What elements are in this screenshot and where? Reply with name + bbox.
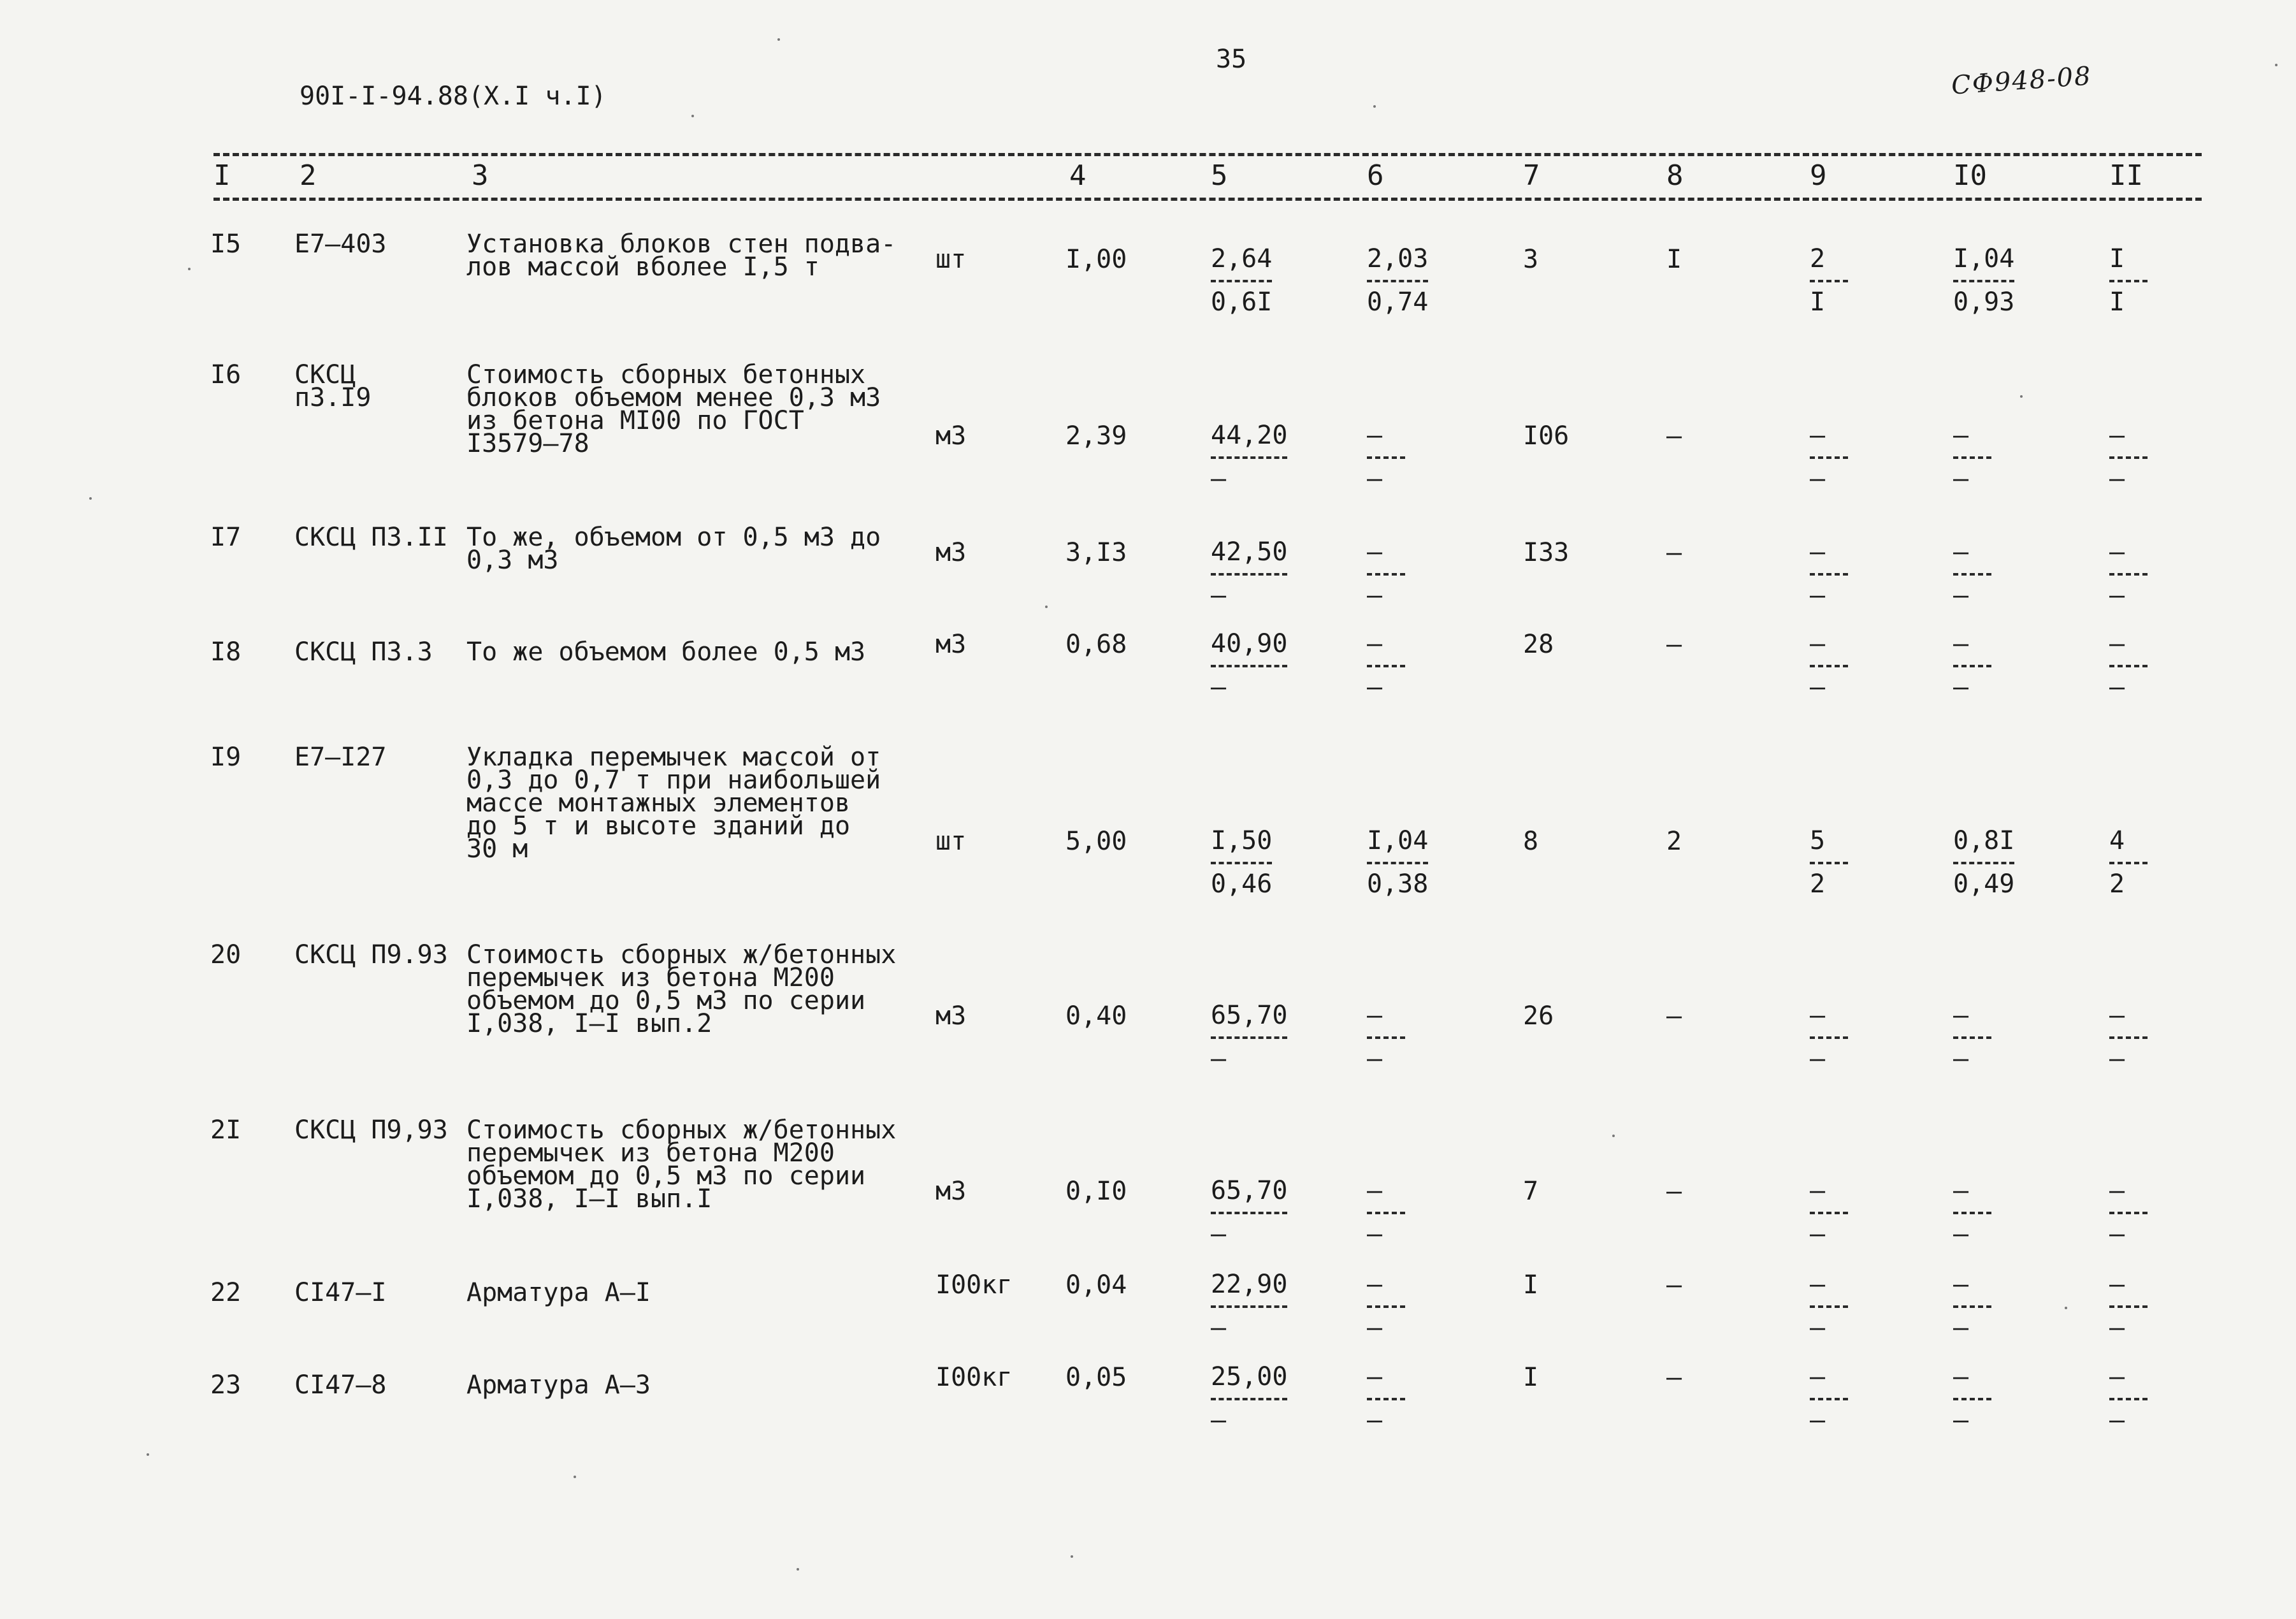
row-description-line: 30 м: [466, 834, 528, 864]
row-col7: 3: [1523, 245, 1539, 274]
column-header-11: II: [2109, 159, 2143, 192]
fraction-denominator: –: [2109, 1044, 2125, 1073]
row-col7: 7: [1523, 1177, 1539, 1206]
fraction-numerator: –: [2109, 1176, 2125, 1205]
fraction-numerator: –: [2109, 1270, 2125, 1299]
row-description-line: Стоимость сборных ж/бетонных: [466, 1115, 897, 1145]
page-number: 35: [1216, 45, 1247, 74]
fraction-c5: [1211, 1001, 1287, 1073]
fraction-c6: [1367, 1362, 1405, 1435]
row-number: 23: [210, 1370, 242, 1400]
fraction-denominator: –: [1211, 464, 1227, 493]
fraction-numerator: I: [2109, 244, 2125, 273]
fraction-numerator: –: [1367, 421, 1383, 450]
fraction-bar: [2109, 1398, 2148, 1400]
row-number: I8: [210, 637, 242, 667]
fraction-denominator: –: [1810, 581, 1826, 610]
scan-speck: [89, 497, 92, 500]
fraction-c6: [1367, 244, 1428, 317]
row-description-line: перемычек из бетона М200: [466, 1138, 835, 1168]
row-col8: 2: [1666, 827, 1682, 856]
fraction-bar: [2109, 456, 2148, 459]
scan-speck: [777, 38, 780, 41]
fraction-bar: [2109, 1036, 2148, 1039]
row-number: 22: [210, 1278, 242, 1307]
row-number: 20: [210, 940, 242, 969]
row-quantity: I,00: [1065, 245, 1127, 274]
fraction-numerator: –: [1810, 1270, 1826, 1299]
scan-speck: [574, 1476, 576, 1478]
fraction-c6: [1367, 629, 1405, 702]
fraction-bar: [1211, 573, 1287, 576]
fraction-numerator: –: [1810, 537, 1826, 567]
row-quantity: 3,I3: [1065, 538, 1127, 567]
fraction-bar: [2109, 862, 2148, 864]
fraction-denominator: –: [1810, 672, 1826, 702]
column-header-9: 9: [1810, 159, 1827, 192]
row-description-line: объемом до 0,5 м3 по серии: [466, 1161, 866, 1191]
fraction-c5: [1211, 629, 1287, 702]
fraction-c9: [1810, 1176, 1848, 1249]
row-col8: –: [1666, 1270, 1682, 1300]
fraction-numerator: –: [1367, 1270, 1383, 1299]
fraction-c11: [2109, 826, 2148, 899]
row-description-line: Арматура А–I: [466, 1278, 651, 1307]
fraction-bar: [1953, 280, 2014, 282]
row-code: СКСЦ П9,93: [294, 1115, 448, 1145]
fraction-numerator: –: [1810, 421, 1826, 450]
column-header-5: 5: [1211, 159, 1228, 192]
fraction-c11: [2109, 244, 2148, 317]
fraction-c5: [1211, 826, 1272, 899]
fraction-c10: [1953, 1362, 1991, 1435]
fraction-c11: [2109, 1270, 2148, 1342]
fraction-c10: [1953, 1270, 1991, 1342]
row-description-line: до 5 т и высоте зданий до: [466, 811, 851, 841]
row-col7: I06: [1523, 421, 1570, 451]
fraction-c9: [1810, 1362, 1848, 1435]
fraction-numerator: I,50: [1211, 826, 1273, 855]
fraction-denominator: –: [1953, 1044, 1969, 1073]
row-description-line: I,038, I–I вып.2: [466, 1009, 712, 1038]
row-quantity: 0,68: [1065, 630, 1127, 659]
fraction-denominator: –: [1953, 581, 1969, 610]
fraction-numerator: –: [1367, 1001, 1383, 1030]
row-number: I7: [210, 523, 242, 552]
fraction-denominator: –: [1367, 1405, 1383, 1435]
fraction-denominator: 2: [2109, 869, 2125, 899]
fraction-bar: [1211, 1036, 1287, 1039]
fraction-bar: [1211, 456, 1287, 459]
fraction-bar: [1810, 456, 1848, 459]
row-col8: –: [1666, 1177, 1682, 1206]
row-code: Е7–I27: [294, 743, 387, 772]
fraction-bar: [1953, 573, 1991, 576]
fraction-bar: [2109, 1305, 2148, 1308]
column-header-3: 3: [472, 159, 489, 192]
fraction-denominator: –: [1211, 672, 1227, 702]
fraction-denominator: –: [1810, 1044, 1826, 1073]
fraction-numerator: –: [1367, 1176, 1383, 1205]
row-quantity: 5,00: [1065, 827, 1127, 856]
fraction-bar: [1211, 1305, 1287, 1308]
column-header-1: I: [213, 159, 231, 192]
row-col7: 8: [1523, 827, 1539, 856]
fraction-numerator: 0,8I: [1953, 826, 2015, 855]
fraction-bar: [1810, 280, 1848, 282]
fraction-c9: [1810, 421, 1848, 493]
fraction-bar: [1367, 1212, 1405, 1214]
fraction-c6: [1367, 1270, 1405, 1342]
fraction-numerator: –: [1953, 1362, 1969, 1391]
fraction-bar: [2109, 280, 2148, 282]
fraction-bar: [1367, 456, 1405, 459]
fraction-denominator: 0,74: [1367, 287, 1429, 317]
fraction-numerator: 2: [1810, 244, 1826, 273]
row-code: СКСЦ П9.93: [294, 940, 448, 969]
row-col7: I: [1523, 1270, 1539, 1300]
fraction-numerator: 22,90: [1211, 1270, 1288, 1299]
fraction-c10: [1953, 629, 1991, 702]
fraction-c10: [1953, 421, 1991, 493]
fraction-denominator: –: [1810, 1313, 1826, 1342]
row-description-line: Арматура А–3: [466, 1370, 651, 1400]
fraction-numerator: –: [1810, 629, 1826, 658]
fraction-bar: [1953, 1398, 1991, 1400]
row-description-line: I3579–78: [466, 429, 589, 458]
header-bottom-rule: [213, 198, 2202, 201]
fraction-numerator: 2,64: [1211, 244, 1273, 273]
fraction-c9: [1810, 629, 1848, 702]
fraction-denominator: –: [1367, 464, 1383, 493]
scan-speck: [147, 1453, 149, 1456]
fraction-bar: [1367, 1305, 1405, 1308]
fraction-numerator: –: [2109, 537, 2125, 567]
column-header-10: I0: [1953, 159, 1987, 192]
row-description-line: Стоимость сборных бетонных: [466, 360, 866, 389]
fraction-c6: [1367, 1001, 1405, 1073]
fraction-denominator: –: [2109, 1219, 2125, 1249]
row-code: СКСЦ П3.3: [294, 637, 433, 667]
fraction-numerator: –: [1953, 629, 1969, 658]
fraction-c9: [1810, 537, 1848, 610]
row-code: Е7–403: [294, 229, 387, 259]
row-col8: –: [1666, 1001, 1682, 1031]
row-quantity: 0,40: [1065, 1001, 1127, 1031]
row-code: СКСЦ П3.II: [294, 523, 448, 552]
fraction-numerator: 25,00: [1211, 1362, 1288, 1391]
row-unit: м3: [935, 1001, 967, 1031]
row-number: I5: [210, 229, 242, 259]
fraction-bar: [1367, 280, 1428, 282]
fraction-numerator: 2,03: [1367, 244, 1429, 273]
column-header-2: 2: [300, 159, 317, 192]
fraction-bar: [1367, 1398, 1405, 1400]
fraction-numerator: 5: [1810, 826, 1826, 855]
fraction-numerator: –: [1953, 1270, 1969, 1299]
fraction-bar: [1810, 1036, 1848, 1039]
row-description-line: Стоимость сборных ж/бетонных: [466, 940, 897, 969]
row-quantity: 0,05: [1065, 1363, 1127, 1392]
fraction-c10: [1953, 1176, 1991, 1249]
fraction-bar: [1810, 573, 1848, 576]
fraction-numerator: I,04: [1367, 826, 1429, 855]
fraction-numerator: –: [1953, 421, 1969, 450]
fraction-c11: [2109, 1001, 2148, 1073]
fraction-bar: [1953, 456, 1991, 459]
scan-speck: [797, 1568, 799, 1571]
row-unit: м3: [935, 1177, 967, 1206]
row-col8: –: [1666, 1363, 1682, 1392]
row-description-line: блоков объемом менее 0,3 м3: [466, 383, 881, 412]
handwritten-stamp: СФ948-08: [1950, 61, 2093, 101]
scan-speck: [1373, 105, 1376, 108]
fraction-c9: [1810, 1001, 1848, 1073]
fraction-denominator: –: [2109, 672, 2125, 702]
fraction-bar: [1810, 1212, 1848, 1214]
fraction-c6: [1367, 421, 1405, 493]
fraction-c10: [1953, 537, 1991, 610]
scan-speck: [188, 268, 191, 270]
fraction-denominator: I: [1810, 287, 1826, 317]
fraction-c9: [1810, 1270, 1848, 1342]
scan-speck: [1045, 606, 1048, 608]
row-quantity: 0,I0: [1065, 1177, 1127, 1206]
fraction-denominator: –: [2109, 581, 2125, 610]
fraction-denominator: –: [1953, 1405, 1969, 1435]
fraction-bar: [1367, 1036, 1405, 1039]
fraction-denominator: 2: [1810, 869, 1826, 899]
row-description-line: I,038, I–I вып.I: [466, 1184, 712, 1214]
row-unit: шт: [935, 827, 967, 856]
row-code: СКСЦ п3.I9: [294, 360, 372, 412]
row-description-line: То же объемом более 0,5 м3: [466, 637, 866, 667]
row-description-line: 0,3 м3: [466, 546, 559, 575]
fraction-numerator: 65,70: [1211, 1176, 1288, 1205]
fraction-denominator: –: [1211, 1219, 1227, 1249]
fraction-bar: [2109, 665, 2148, 667]
row-description-line: То же, объемом от 0,5 м3 до: [466, 523, 881, 552]
row-description-line: Укладка перемычек массой от: [466, 743, 881, 772]
scan-speck: [1612, 1135, 1615, 1137]
fraction-numerator: –: [2109, 1001, 2125, 1030]
fraction-c11: [2109, 1176, 2148, 1249]
fraction-c11: [2109, 629, 2148, 702]
fraction-denominator: –: [1810, 464, 1826, 493]
scan-speck: [2020, 395, 2023, 398]
row-quantity: 2,39: [1065, 421, 1127, 451]
fraction-c6: [1367, 537, 1405, 610]
row-code: СI47–I: [294, 1278, 387, 1307]
fraction-numerator: 42,50: [1211, 537, 1288, 567]
scan-speck: [2065, 1307, 2067, 1309]
fraction-bar: [1810, 665, 1848, 667]
fraction-c10: [1953, 826, 2014, 899]
fraction-denominator: –: [1211, 1313, 1227, 1342]
fraction-denominator: –: [2109, 464, 2125, 493]
column-header-6: 6: [1367, 159, 1384, 192]
row-number: 2I: [210, 1115, 242, 1145]
scan-speck: [2275, 64, 2278, 66]
fraction-c9: [1810, 826, 1848, 899]
row-unit: м3: [935, 421, 967, 451]
fraction-denominator: I: [2109, 287, 2125, 317]
fraction-bar: [1211, 1212, 1287, 1214]
column-header-8: 8: [1666, 159, 1684, 192]
fraction-numerator: 44,20: [1211, 421, 1288, 450]
fraction-bar: [1810, 1398, 1848, 1400]
row-col7: I: [1523, 1363, 1539, 1392]
fraction-denominator: –: [1810, 1219, 1826, 1249]
fraction-c5: [1211, 1362, 1287, 1435]
row-unit: шт: [935, 245, 967, 274]
row-description-line: массе монтажных элементов: [466, 788, 851, 818]
fraction-numerator: –: [2109, 629, 2125, 658]
row-col7: I33: [1523, 538, 1570, 567]
fraction-c11: [2109, 537, 2148, 610]
fraction-bar: [1367, 862, 1428, 864]
row-description-line: лов массой вболее I,5 т: [466, 252, 819, 282]
fraction-c5: [1211, 1270, 1287, 1342]
fraction-denominator: 0,49: [1953, 869, 2015, 899]
row-unit: м3: [935, 538, 967, 567]
fraction-denominator: –: [1953, 672, 1969, 702]
fraction-c10: [1953, 244, 2014, 317]
fraction-numerator: –: [1367, 537, 1383, 567]
fraction-numerator: –: [1953, 1001, 1969, 1030]
fraction-numerator: –: [1953, 1176, 1969, 1205]
fraction-numerator: –: [1810, 1001, 1826, 1030]
row-unit: I00кг: [935, 1363, 1013, 1392]
fraction-c5: [1211, 244, 1272, 317]
row-description-line: 0,3 до 0,7 т при наибольшей: [466, 766, 881, 795]
fraction-numerator: –: [1810, 1362, 1826, 1391]
fraction-c5: [1211, 537, 1287, 610]
fraction-bar: [1211, 1398, 1287, 1400]
fraction-numerator: –: [2109, 421, 2125, 450]
fraction-bar: [1211, 665, 1287, 667]
column-header-7: 7: [1523, 159, 1540, 192]
fraction-denominator: 0,38: [1367, 869, 1429, 899]
fraction-numerator: 40,90: [1211, 629, 1288, 658]
fraction-c11: [2109, 421, 2148, 493]
fraction-c6: [1367, 1176, 1405, 1249]
fraction-denominator: 0,46: [1211, 869, 1273, 899]
fraction-bar: [1810, 1305, 1848, 1308]
fraction-denominator: –: [1211, 1405, 1227, 1435]
row-description-line: Установка блоков стен подва-: [466, 229, 897, 259]
row-col8: –: [1666, 538, 1682, 567]
fraction-numerator: 4: [2109, 826, 2125, 855]
fraction-c11: [2109, 1362, 2148, 1435]
fraction-denominator: –: [1953, 1219, 1969, 1249]
row-description-line: объемом до 0,5 м3 по серии: [466, 986, 866, 1015]
fraction-denominator: –: [1367, 581, 1383, 610]
fraction-denominator: –: [1367, 672, 1383, 702]
header-top-rule: [213, 153, 2202, 156]
row-number: I9: [210, 743, 242, 772]
fraction-denominator: –: [2109, 1405, 2125, 1435]
column-header-4: 4: [1069, 159, 1087, 192]
fraction-numerator: –: [2109, 1362, 2125, 1391]
fraction-numerator: 65,70: [1211, 1001, 1288, 1030]
fraction-denominator: –: [1367, 1044, 1383, 1073]
fraction-bar: [1953, 1305, 1991, 1308]
fraction-numerator: –: [1367, 1362, 1383, 1391]
fraction-denominator: –: [1367, 1219, 1383, 1249]
row-description-line: перемычек из бетона М200: [466, 963, 835, 992]
row-col8: –: [1666, 630, 1682, 659]
fraction-bar: [1953, 1212, 1991, 1214]
fraction-denominator: 0,93: [1953, 287, 2015, 317]
fraction-bar: [1367, 665, 1405, 667]
row-code: СI47–8: [294, 1370, 387, 1400]
fraction-denominator: –: [1211, 1044, 1227, 1073]
fraction-bar: [1953, 665, 1991, 667]
row-description-line: из бетона MI00 по ГОСТ: [466, 406, 804, 435]
fraction-c5: [1211, 1176, 1287, 1249]
row-col7: 28: [1523, 630, 1554, 659]
row-col8: I: [1666, 245, 1682, 274]
fraction-denominator: –: [1211, 581, 1227, 610]
fraction-denominator: –: [1367, 1313, 1383, 1342]
fraction-denominator: –: [2109, 1313, 2125, 1342]
fraction-c9: [1810, 244, 1848, 317]
fraction-bar: [2109, 1212, 2148, 1214]
fraction-denominator: 0,6I: [1211, 287, 1273, 317]
scan-speck: [691, 115, 694, 117]
fraction-numerator: I,04: [1953, 244, 2015, 273]
fraction-bar: [1211, 280, 1272, 282]
row-col8: –: [1666, 421, 1682, 451]
fraction-bar: [1810, 862, 1848, 864]
fraction-numerator: –: [1810, 1176, 1826, 1205]
fraction-c6: [1367, 826, 1428, 899]
fraction-numerator: –: [1367, 629, 1383, 658]
fraction-bar: [1211, 862, 1272, 864]
row-number: I6: [210, 360, 242, 389]
fraction-denominator: –: [1953, 1313, 1969, 1342]
fraction-denominator: –: [1953, 464, 1969, 493]
fraction-numerator: –: [1953, 537, 1969, 567]
scan-speck: [1071, 1555, 1073, 1558]
fraction-bar: [1953, 862, 2014, 864]
document-code: 90I-I-94.88(X.I ч.I): [300, 82, 607, 111]
fraction-c5: [1211, 421, 1287, 493]
row-col7: 26: [1523, 1001, 1554, 1031]
row-unit: I00кг: [935, 1270, 1013, 1300]
fraction-bar: [1367, 573, 1405, 576]
fraction-bar: [1953, 1036, 1991, 1039]
fraction-bar: [2109, 573, 2148, 576]
fraction-c10: [1953, 1001, 1991, 1073]
fraction-denominator: –: [1810, 1405, 1826, 1435]
row-quantity: 0,04: [1065, 1270, 1127, 1300]
row-unit: м3: [935, 630, 967, 659]
